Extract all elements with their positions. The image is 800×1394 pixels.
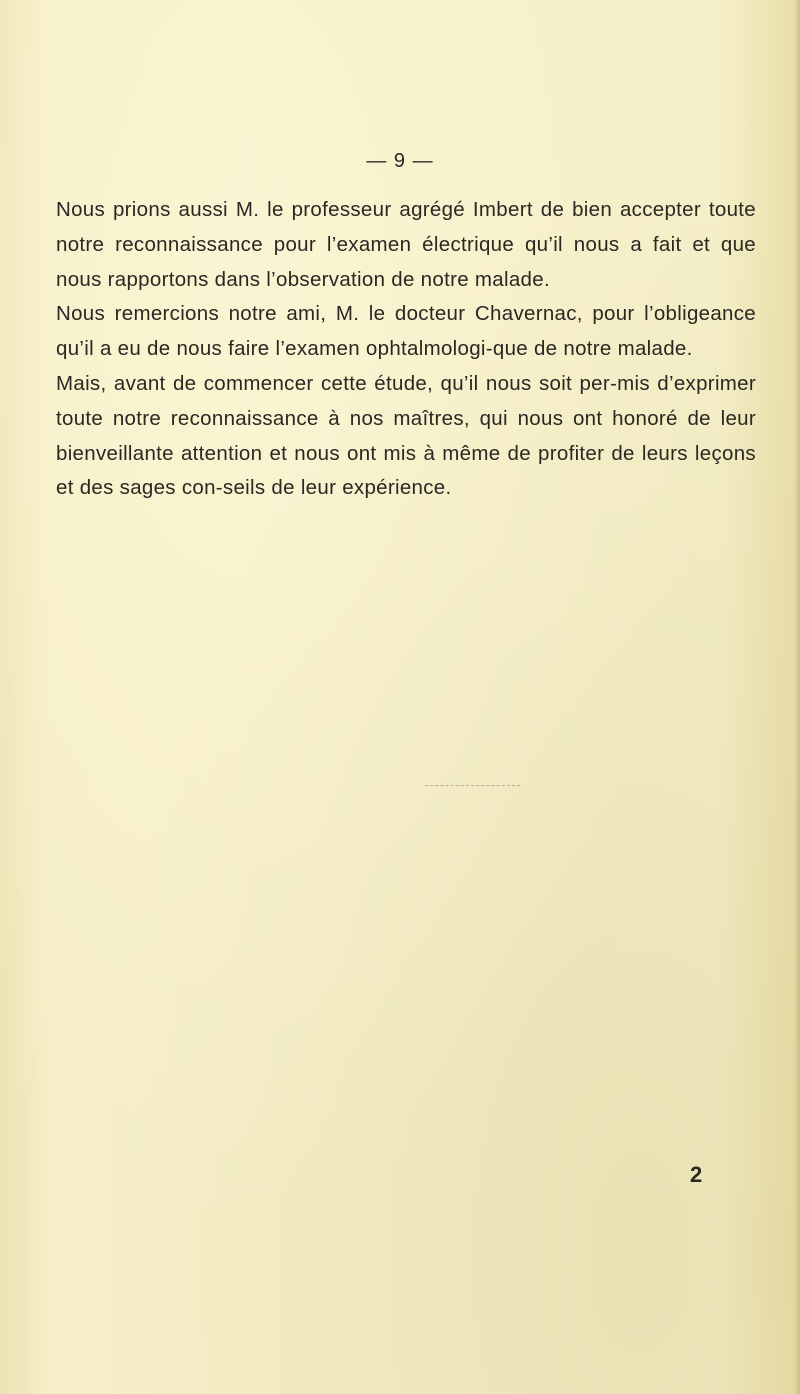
section-divider — [425, 785, 520, 786]
body-text — [56, 193, 756, 506]
paragraph-maitres: Mais, avant de commencer cette étude, qu’il nous soit per-mis d’exprimer toute notre reconnaissance à nos maîtres, qui nous ont honoré de leur bienveillante attention et nous ont mis à même de profiter de leurs leçons et des sages con-seils de leur expérience. — [56, 371, 756, 500]
page-edge-shadow — [794, 0, 800, 1394]
page-number: — 9 — — [366, 150, 434, 172]
signature-mark: 2 — [690, 1162, 703, 1187]
paragraph-chavernac: Nous remercions notre ami, M. le docteur Chavernac, pour l’obligeance qu’il a eu de nous faire l’examen ophtalmologi-que de notre malade. — [56, 302, 756, 361]
paragraph-imbert: Nous prions aussi M. le professeur agrégé Imbert de bien accepter toute notre reconnaissance pour l’examen électrique qu’il nous a fait et que nous rapportons dans l’observation de notre malade. — [56, 198, 756, 291]
